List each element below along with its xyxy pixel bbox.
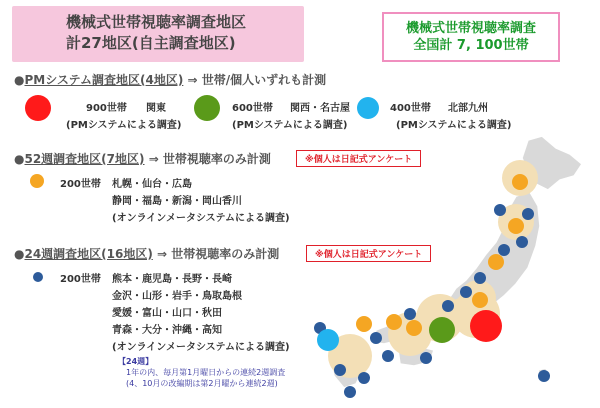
survey-summary-line1: 機械式世帯視聴率調査 <box>405 21 536 36</box>
week24-map-marker <box>522 208 534 220</box>
week24-map-marker <box>334 364 346 376</box>
week24-map-marker <box>420 352 432 364</box>
week24-regions-3: 愛媛・富山・山口・秋田 <box>112 308 222 319</box>
week24-map-marker <box>404 308 416 320</box>
week24-map-marker <box>344 386 356 398</box>
pm-heading-underlined: PMシステム調査地区(4地区) <box>24 73 184 87</box>
week24-heading-underlined: 24週調査地区(16地区) <box>24 247 153 261</box>
week52-regions-2: 静岡・福島・新潟・岡山香川 <box>112 196 242 207</box>
week52-map-marker <box>508 218 524 234</box>
main-title-line1: 機械式世帯視聴率調査地区 <box>66 13 247 31</box>
week24-map-marker <box>516 236 528 248</box>
week52-marker-icon <box>30 174 44 188</box>
week52-heading-underlined: 52週調査地区(7地区) <box>24 152 145 166</box>
week52-heading-rest: ⇒ 世帯視聴率のみ計測 <box>148 152 271 166</box>
week24-footnote-line2: (4、10月の改編期は第2月曜から連続2週) <box>126 379 278 388</box>
week24-map-marker <box>370 332 382 344</box>
week52-map-marker <box>488 254 504 270</box>
pm2-households: 600世帯 <box>232 103 273 114</box>
week52-households: 200世帯 <box>60 179 101 190</box>
week52-regions-1: 札幌・仙台・広島 <box>112 179 192 190</box>
survey-summary-box <box>382 12 560 62</box>
week52-method: (オンラインメータシステムによる調査) <box>112 213 290 224</box>
week24-map-marker <box>460 286 472 298</box>
week52-map-marker <box>356 316 372 332</box>
week24-map-marker <box>382 350 394 362</box>
pm-bullet: ● <box>14 73 25 87</box>
week24-marker-icon <box>33 272 43 282</box>
week24-heading-rest: ⇒ 世帯視聴率のみ計測 <box>157 247 280 261</box>
kyushu-map-marker <box>317 329 339 351</box>
pm2-method: (PMシステムによる調査) <box>232 120 348 131</box>
week52-diary-note: ※個人は日記式アンケート <box>296 150 421 167</box>
week52-map-marker <box>386 314 402 330</box>
week24-regions-2: 金沢・山形・岩手・鳥取島根 <box>112 291 242 302</box>
kansai-nagoya-map-marker <box>429 317 455 343</box>
week24-map-marker <box>442 300 454 312</box>
week24-footnote-title: 【24週】 <box>118 357 154 366</box>
week24-footnote-line1: 1年の内、毎月第1月曜日からの連続2週調査 <box>126 368 286 377</box>
week24-method: (オンラインメータシステムによる調査) <box>112 342 290 353</box>
week52-map-marker <box>472 292 488 308</box>
main-title-box <box>12 6 304 62</box>
pm-section-heading <box>14 71 326 88</box>
week52-bullet: ● <box>14 152 25 166</box>
week52-map-marker <box>406 320 422 336</box>
week52-map-marker <box>512 174 528 190</box>
pm2-region: 関西・名古屋 <box>290 103 350 114</box>
main-title-line2: 計27地区(自主調査地区) <box>66 34 236 52</box>
week24-regions-4: 青森・大分・沖縄・高知 <box>112 325 222 336</box>
kanto-marker-icon <box>25 95 51 121</box>
pm-heading-rest: ⇒ 世帯/個人いずれも計測 <box>187 73 327 87</box>
week24-section-heading <box>14 245 279 262</box>
week24-map-marker <box>494 204 506 216</box>
week24-map-marker <box>498 244 510 256</box>
week24-households: 200世帯 <box>60 274 101 285</box>
pm1-region: 関東 <box>146 103 166 114</box>
kyushu-marker-icon <box>357 97 379 119</box>
week24-map-marker <box>358 372 370 384</box>
week24-diary-note: ※個人は日記式アンケート <box>306 245 431 262</box>
week24-map-marker <box>474 272 486 284</box>
week24-map-marker <box>538 370 550 382</box>
pm3-households: 400世帯 <box>390 103 431 114</box>
pm1-households: 900世帯 <box>86 103 127 114</box>
pm1-method: (PMシステムによる調査) <box>66 120 182 131</box>
week24-bullet: ● <box>14 247 25 261</box>
pm3-region: 北部九州 <box>448 103 488 114</box>
pm3-method: (PMシステムによる調査) <box>396 120 512 131</box>
kansai-nagoya-marker-icon <box>194 95 220 121</box>
week52-section-heading <box>14 150 271 167</box>
kanto-map-marker <box>470 310 502 342</box>
week24-regions-1: 熊本・鹿児島・長野・長崎 <box>112 274 232 285</box>
survey-summary-line2: 全国計 7, 100世帯 <box>413 38 529 53</box>
